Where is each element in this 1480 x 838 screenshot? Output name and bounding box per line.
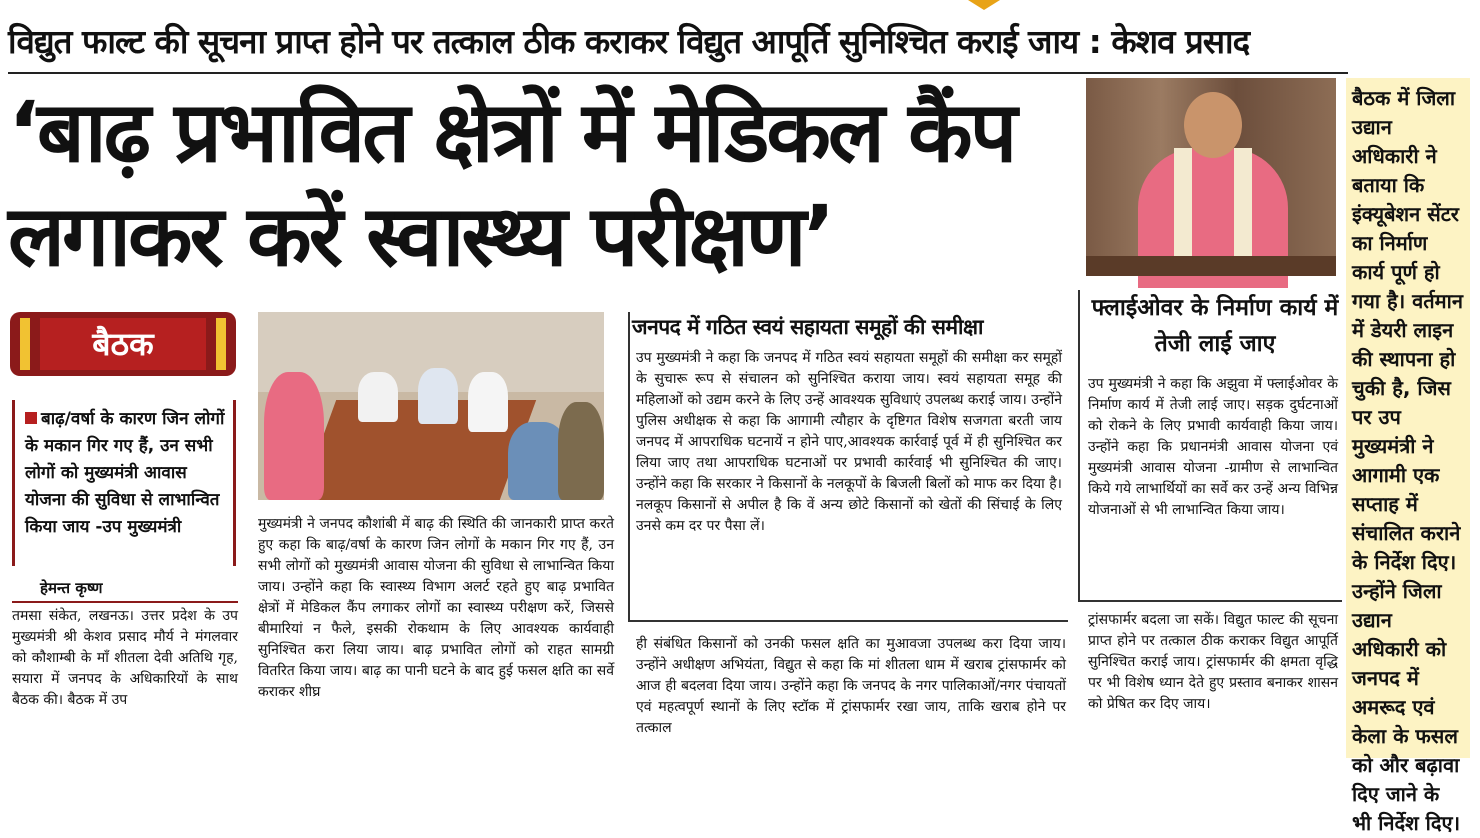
flyover-divider-vertical xyxy=(1078,290,1080,600)
side-column: बैठक में जिला उद्यान अधिकारी ने बताया कि इंक्यूबेशन सेंटर का निर्माण कार्य पूर्ण हो गया है। वर्तमान में डेयरी लाइन की स्थापना हो चुकी है, जिस पर उप मुख्यमंत्री ने आगामी एक सप्ताह में संचालित कराने के निर्देश दिए। उन्होंने जिला उद्यान अधिकारी को जनपद में अमरूद एवं केला के फसल को और बढ़ावा दिए जाने के भी निर्देश दिए। xyxy=(1346,78,1470,758)
meeting-photo-person xyxy=(418,368,458,424)
flyover-divider-horizontal xyxy=(1078,600,1342,602)
author-byline: हेमन्त कृष्ण xyxy=(40,579,103,597)
top-ornament xyxy=(968,0,1000,10)
flyover-subheading: फ्लाईओवर के निर्माण कार्य में तेजी लाई जाए xyxy=(1091,295,1339,357)
box-story-text: उप मुख्यमंत्री ने कहा कि जनपद में गठित स्वयं सहायता समूहों की समीक्षा कर समूहों के सुचारू रूप से संचालन को सुनिश्चित कराया जाय। स्वयं सहायता समूह की महिलाओं को उद्यम करने के लिए उन्हें आवश्यक सुविधाएं उपलब्ध कराई जाय। उन्होंने पुलिस अधीक्षक से कहा कि आगामी त्यौहार के दृष्टिगत विशेष सजगता बरती जाय जनपद में आपराधिक घटनायें न होने पाए,आवश्यक कार्रवाई पूर्व में ही सुनिश्चित कर लिया जाए तथा आपराधिक घटनाओं पर प्रभावी कार्रवाई भी सुनिश्चित की जाए। उन्होंने कहा कि सरकार ने किसानों के नलकूपों के बिजली बिलों को माफ कर दिया है। नलकूप किसानों से अपील है कि वें अन्य छोटे किसानों को खेतों की सिंचाई के लिए उनसे कम दर पर पैसा लें। xyxy=(636,350,1062,534)
section-label: बैठक xyxy=(40,318,206,370)
flyover-story-text: उप मुख्यमंत्री ने कहा कि अझुवा में फ्लाईओवर के निर्माण कार्य में तेजी लाई जाए। सड़क दुर्घटनाओं को रोकने के लिए प्रभावी कार्यवाही किया जाय। उन्होंने कहा कि प्रधानमंत्री आवास योजना एवं मुख्यमंत्री आवास योजना -ग्रामीण से लाभान्वित किये गये लाभार्थियों का सर्वे कर उन्हें अन्य विभिन्न योजनाओं से भी लाभान्वित किया जाय। xyxy=(1088,376,1338,518)
meeting-photo-person xyxy=(558,402,604,500)
box-divider-horizontal xyxy=(628,620,1068,622)
section-label-box xyxy=(10,312,236,376)
box-divider-vertical xyxy=(628,312,630,622)
column-4-text: ट्रांसफार्मर बदला जा सकें। विद्युत फाल्ट की सूचना प्राप्त होने पर तत्काल ठीक कराकर विद्युत आपूर्ति सुनिश्चित कराई जाय। ट्रांसफार्मर की क्षमता वृद्धि पर भी विशेष ध्यान देते हुए प्रस्ताव बनाकर शासन को प्रेषित कर दिए जाय। xyxy=(1088,612,1338,712)
photo-person-head xyxy=(1184,92,1242,158)
column-1-text: तमसा संकेत, लखनऊ। उत्तर प्रदेश के उप मुख्यमंत्री श्री केशव प्रसाद मौर्य ने मंगलवार को कौशाम्बी के माँ शीतला देवी अतिथि गृह, सयारा में जनपद के अधिकारियों के साथ बैठक की। बैठक में उप xyxy=(12,608,238,708)
box-subheading: जनपद में गठित स्वयं सहायता समूहों की समीक्षा xyxy=(632,315,983,339)
strap-headline: विद्युत फाल्ट की सूचना प्राप्त होने पर तत्काल ठीक कराकर विद्युत आपूर्ति सुनिश्चित कराई जाय : केशव प्रसाद xyxy=(8,22,1250,61)
author-divider xyxy=(12,601,238,603)
column-3-text: ही संबंधित किसानों को उनकी फसल क्षति का मुआवजा उपलब्ध करा दिया जाय। उन्होंने अधीक्षण अभियंता, विद्युत से कहा कि मां शीतला धाम में खराब ट्रांसफार्मर को आज ही बदलवा दिया जाय। उन्होंने कहा कि जनपद के नगर पालिकाओं/नगर पंचायतों एवं महत्वपूर्ण स्थानों के लिए स्टॉक में ट्रांसफार्मर रखा जाय, ताकि खराब होने पर तत्काल xyxy=(636,636,1066,736)
column-2-text: मुख्यमंत्री ने जनपद कौशांबी में बाढ़ की स्थिति की जानकारी प्राप्त करते हुए कहा कि बाढ़/वर्षा के कारण जिन लोगों के मकान गिर गए हैं, उन सभी लोगों को मुख्यमंत्री आवास योजना की सुविधा से लाभान्वित किया जाय। उन्होंने कहा कि स्वास्थ्य विभाग अलर्ट रहते हुए बाढ़ प्रभावित क्षेत्रों में मेडिकल कैंप लगाकर लोगों का स्वास्थ्य परीक्षण करें, जिससे बीमारियां न फैले, इसकी रोकथाम के लिए आवश्यक कार्यवाही सुनिश्चित करा लिया जाय। बाढ़ प्रभावित लोगों को राहत सामग्री वितरित किया जाय। बाढ़ का पानी घटने के बाद हुई फसल क्षति का सर्वे कराकर शीघ्र xyxy=(258,516,614,700)
photo-desk xyxy=(1086,256,1336,276)
label-stripe-right xyxy=(216,318,226,370)
main-headline: ‘बाढ़ प्रभावित क्षेत्रों में मेडिकल कैंप लगाकर करें स्वास्थ्य परीक्षण’ xyxy=(8,83,1015,285)
meeting-photo xyxy=(258,312,604,500)
deputy-cm-photo xyxy=(1086,78,1336,276)
pull-quote-text: बाढ़/वर्षा के कारण जिन लोगों के मकान गिर गए हैं, उन सभी लोगों को मुख्यमंत्री आवास योजना की सुविधा से लाभान्वित किया जाय -उप मुख्यमंत्री xyxy=(25,409,225,537)
bullet-icon xyxy=(25,412,37,424)
label-stripe-left xyxy=(20,318,30,370)
meeting-photo-person xyxy=(358,372,398,422)
meeting-photo-person xyxy=(264,372,324,500)
pull-quote xyxy=(12,400,236,566)
strap-divider xyxy=(8,72,1348,74)
meeting-photo-person xyxy=(468,372,508,432)
